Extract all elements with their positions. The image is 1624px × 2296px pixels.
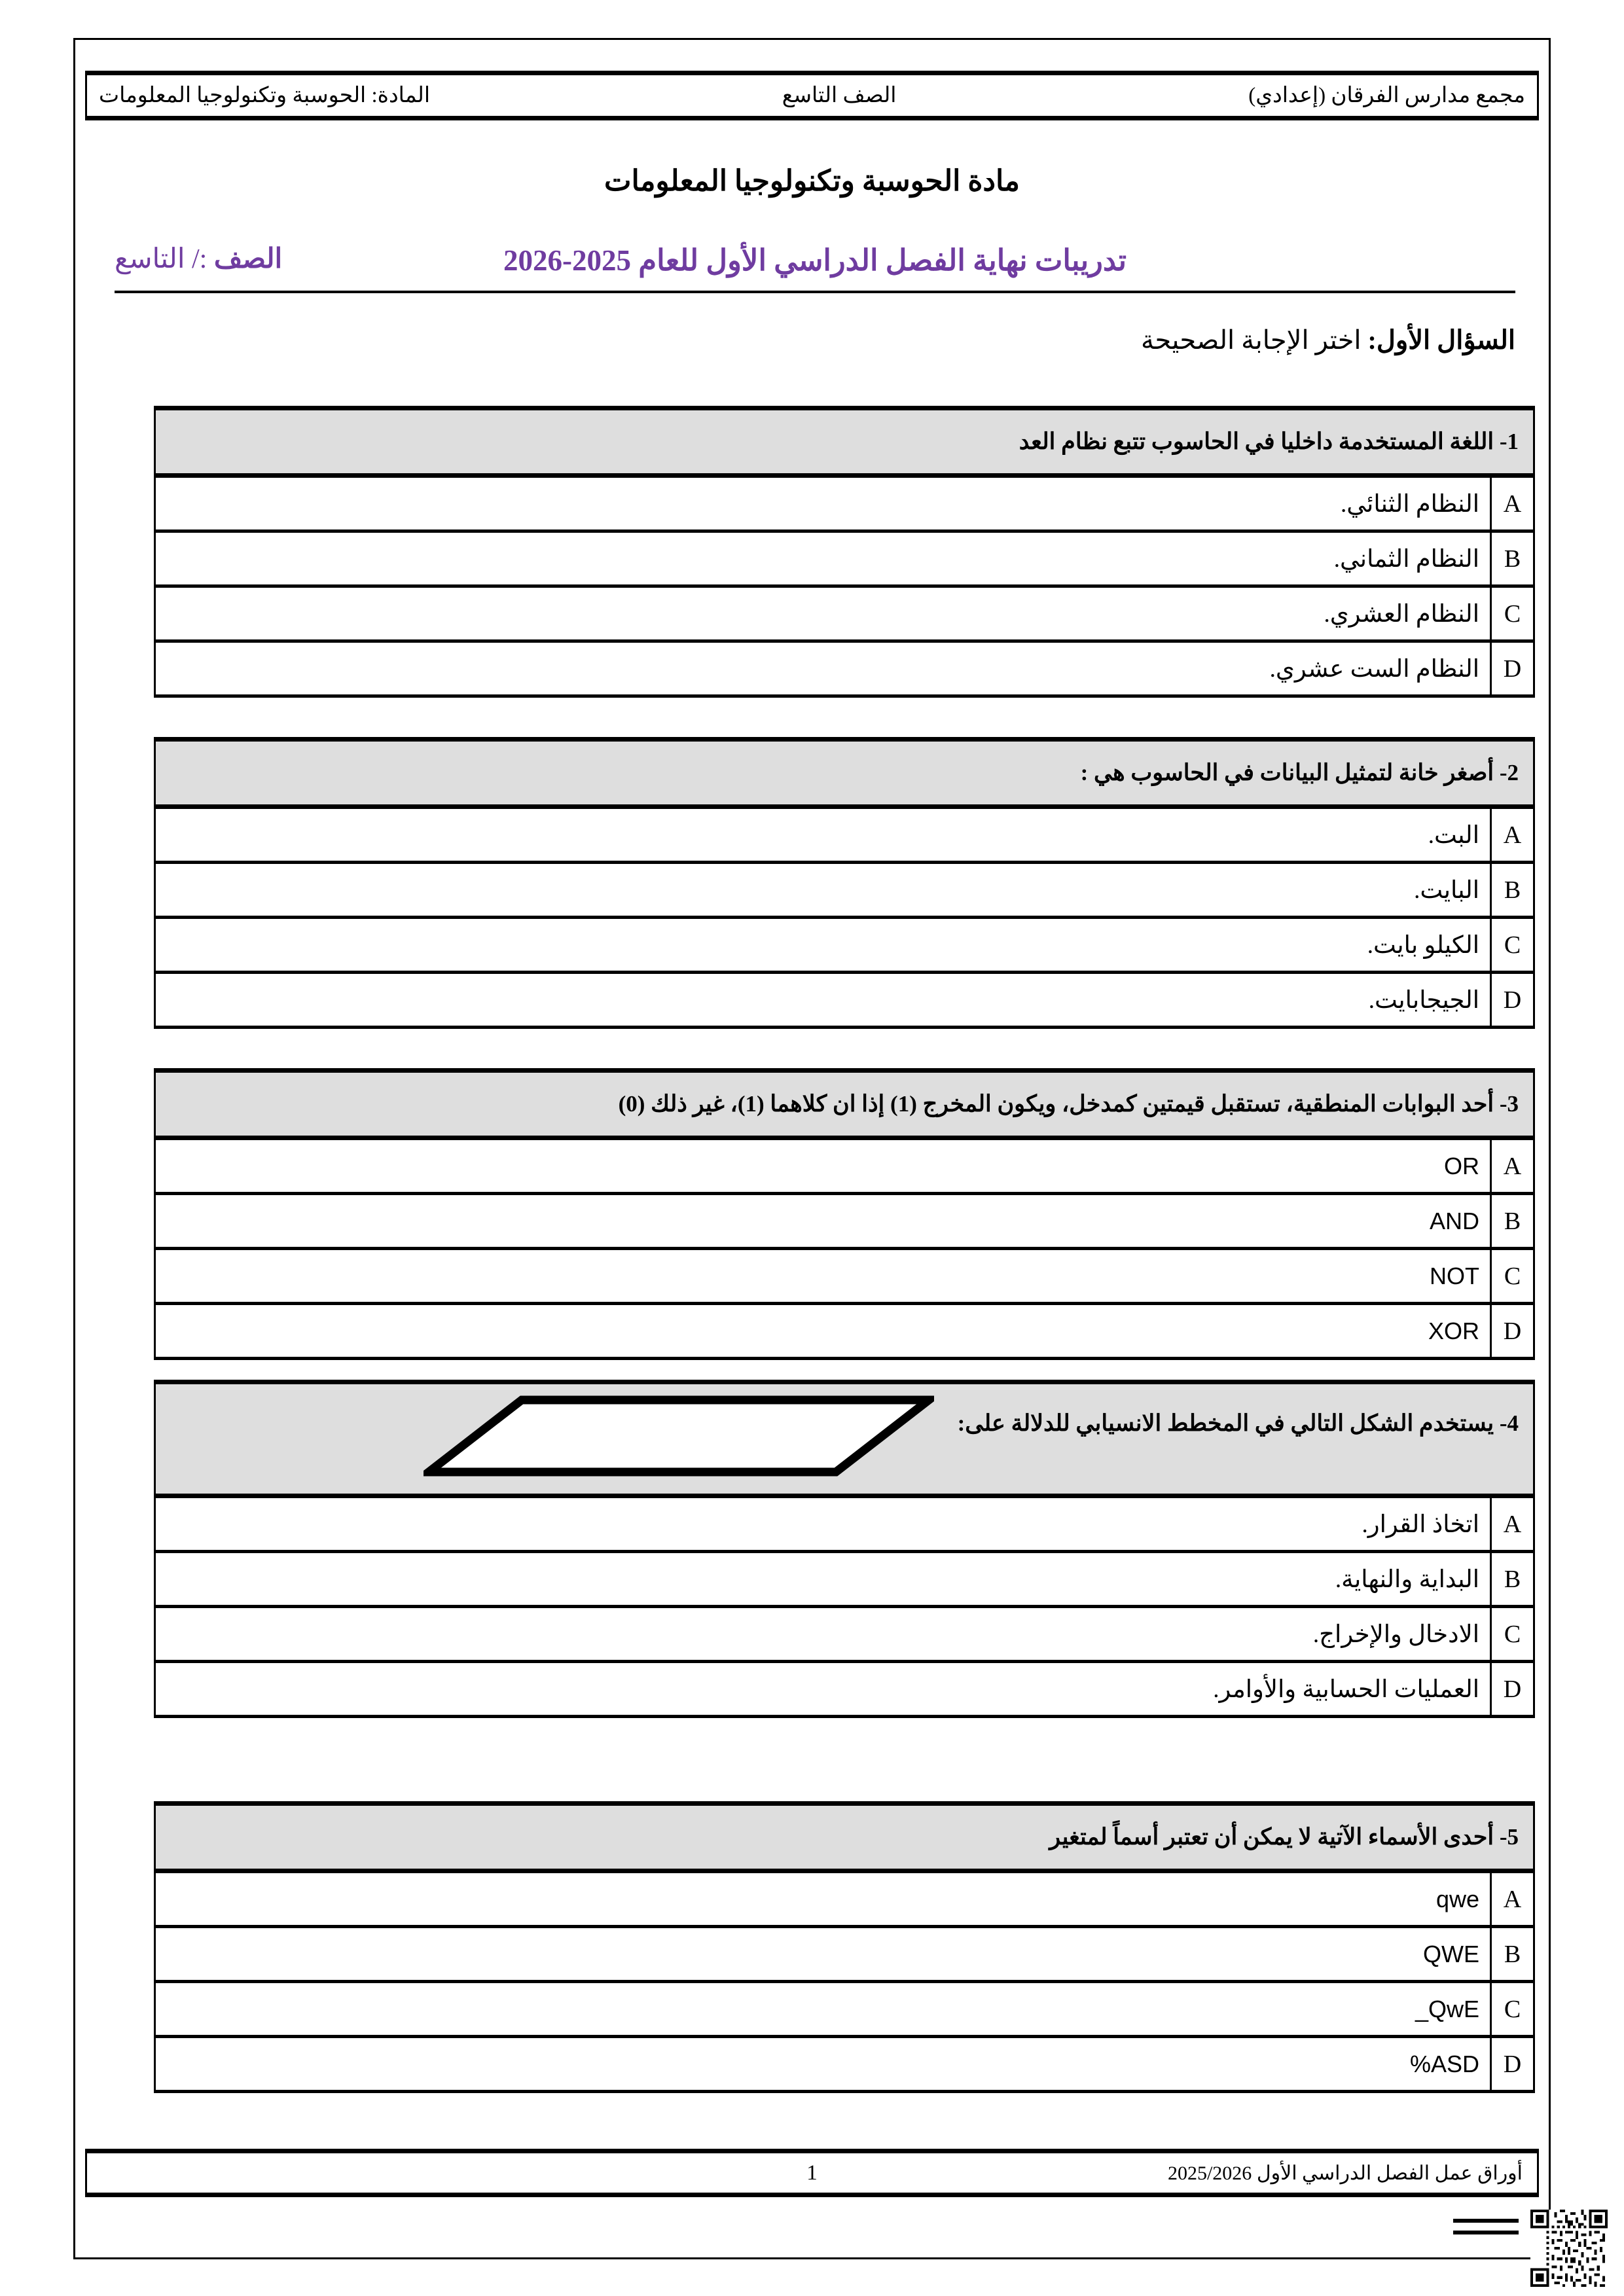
question-block-1 — [154, 406, 1535, 698]
option-letter-d: D — [1490, 2038, 1533, 2090]
option-letter-a: A — [1490, 1873, 1533, 1925]
table-row[interactable] — [156, 809, 1533, 864]
table-row[interactable] — [156, 643, 1533, 698]
question-stem-4 — [156, 1380, 1533, 1498]
option-letter-a: A — [1490, 809, 1533, 861]
page-title: مادة الحوسبة وتكنولوجيا المعلومات — [604, 165, 1020, 197]
grade-field — [115, 243, 282, 276]
grade-field-label: الصف — [213, 244, 283, 274]
option-letter-d: D — [1490, 974, 1533, 1026]
option-letter-a: A — [1490, 1140, 1533, 1192]
option-letter-c: C — [1490, 1608, 1533, 1660]
table-row[interactable] — [156, 1140, 1533, 1195]
document-header-band — [85, 71, 1539, 120]
table-row[interactable] — [156, 1553, 1533, 1608]
question-block-5 — [154, 1801, 1535, 2093]
table-row[interactable] — [156, 1608, 1533, 1663]
option-letter-d: D — [1490, 1663, 1533, 1715]
option-text-a: OR — [1444, 1152, 1479, 1179]
option-letter-c: C — [1490, 1983, 1533, 2035]
option-letter-a: A — [1490, 478, 1533, 529]
table-row[interactable] — [156, 974, 1533, 1029]
option-letter-d: D — [1490, 1305, 1533, 1357]
header-subject: المادة: الحوسبة وتكنولوجيا المعلومات — [99, 83, 430, 107]
table-row[interactable] — [156, 1195, 1533, 1250]
qr-code-icon — [1530, 2210, 1608, 2287]
header-grade: الصف التاسع — [782, 83, 897, 107]
question-block-4 — [154, 1380, 1535, 1718]
table-row[interactable] — [156, 1305, 1533, 1360]
table-row[interactable] — [156, 478, 1533, 533]
table-row[interactable] — [156, 1250, 1533, 1305]
option-text-c: _QwE — [1415, 1995, 1479, 2022]
option-letter-b: B — [1490, 864, 1533, 916]
table-row[interactable] — [156, 864, 1533, 919]
option-text-b: البايت. — [1414, 876, 1479, 904]
option-letter-a: A — [1490, 1498, 1533, 1550]
question-stem-text: 3- أحد البوابات المنطقية، تستقبل قيمتين كمدخل، ويكون المخرج (1) إذا ان كلاهما (1)، غير ذلك (0) — [618, 1090, 1519, 1117]
option-letter-d: D — [1490, 643, 1533, 694]
header-school-name: مجمع مدارس الفرقان (إعدادي) — [1248, 83, 1525, 107]
section-prompt-rest: اختر الإجابة الصحيحة — [1141, 325, 1368, 355]
option-text-b: AND — [1429, 1207, 1479, 1234]
document-footer-band — [85, 2149, 1539, 2197]
option-text-d: %ASD — [1409, 2050, 1479, 2077]
option-text-d: XOR — [1428, 1317, 1479, 1344]
heading-underline-rule — [115, 291, 1515, 293]
option-text-c: الادخال والإخراج. — [1312, 1621, 1479, 1648]
option-text-b: QWE — [1423, 1940, 1479, 1967]
question-stem-2 — [156, 737, 1533, 809]
option-text-d: الجيجابايت. — [1368, 986, 1479, 1014]
option-text-a: النظام الثنائي. — [1340, 490, 1479, 518]
option-letter-b: B — [1490, 1195, 1533, 1247]
section-prompt — [115, 327, 1515, 353]
table-row[interactable] — [156, 1928, 1533, 1983]
option-text-a: qwe — [1435, 1885, 1479, 1912]
option-letter-c: C — [1490, 588, 1533, 639]
table-row[interactable] — [156, 1663, 1533, 1718]
section-prompt-lead: السؤال الأول: — [1367, 325, 1515, 355]
option-letter-c: C — [1490, 1250, 1533, 1302]
option-text-c: النظام العشري. — [1324, 600, 1479, 628]
question-stem-text: 1- اللغة المستخدمة داخليا في الحاسوب تتبع نظام العد — [1019, 428, 1519, 454]
question-stem-text: 4- يستخدم الشكل التالي في المخطط الانسيابي للدلالة على: — [957, 1410, 1519, 1436]
table-row[interactable] — [156, 533, 1533, 588]
question-stem-3 — [156, 1068, 1533, 1140]
question-stem-text: 5- أحدى الأسماء الآتية لا يمكن أن تعتبر أسماً لمتغير — [1049, 1823, 1519, 1850]
option-text-a: اتخاذ القرار. — [1362, 1511, 1479, 1538]
option-letter-b: B — [1490, 533, 1533, 584]
table-row[interactable] — [156, 919, 1533, 974]
question-stem-text: 2- أصغر خانة لتمثيل البيانات في الحاسوب هي : — [1080, 759, 1519, 785]
option-text-c: NOT — [1430, 1262, 1479, 1289]
option-text-d: العمليات الحسابية والأوامر. — [1213, 1676, 1479, 1703]
footer-worksheet-label: أوراق عمل الفصل الدراسي الأول 2025/2026 — [1167, 2162, 1523, 2184]
table-row[interactable] — [156, 588, 1533, 643]
option-letter-c: C — [1490, 919, 1533, 971]
option-text-b: النظام الثماني. — [1333, 545, 1479, 573]
option-text-d: النظام الست عشري. — [1269, 655, 1479, 683]
exam-term-title: تدريبات نهاية الفصل الدراسي الأول للعام 2025-2026 — [503, 244, 1127, 277]
question-stem-1 — [156, 406, 1533, 478]
option-text-c: الكيلو بايت. — [1367, 931, 1479, 959]
page-number: 1 — [806, 2161, 818, 2185]
table-row[interactable] — [156, 2038, 1533, 2093]
question-block-2 — [154, 737, 1535, 1029]
option-letter-b: B — [1490, 1553, 1533, 1605]
parallelogram-flowchart-symbol — [424, 1395, 934, 1483]
question-block-3 — [154, 1068, 1535, 1360]
option-letter-b: B — [1490, 1928, 1533, 1980]
exam-heading-row — [115, 243, 1515, 284]
table-row[interactable] — [156, 1983, 1533, 2038]
table-row[interactable] — [156, 1873, 1533, 1928]
option-text-a: البت. — [1428, 821, 1479, 849]
footer-rule-lines — [1453, 2219, 1519, 2242]
table-row[interactable] — [156, 1498, 1533, 1553]
option-text-b: البداية والنهاية. — [1335, 1566, 1479, 1593]
question-stem-5 — [156, 1801, 1533, 1873]
grade-field-value: :/ التاسع — [115, 244, 208, 274]
